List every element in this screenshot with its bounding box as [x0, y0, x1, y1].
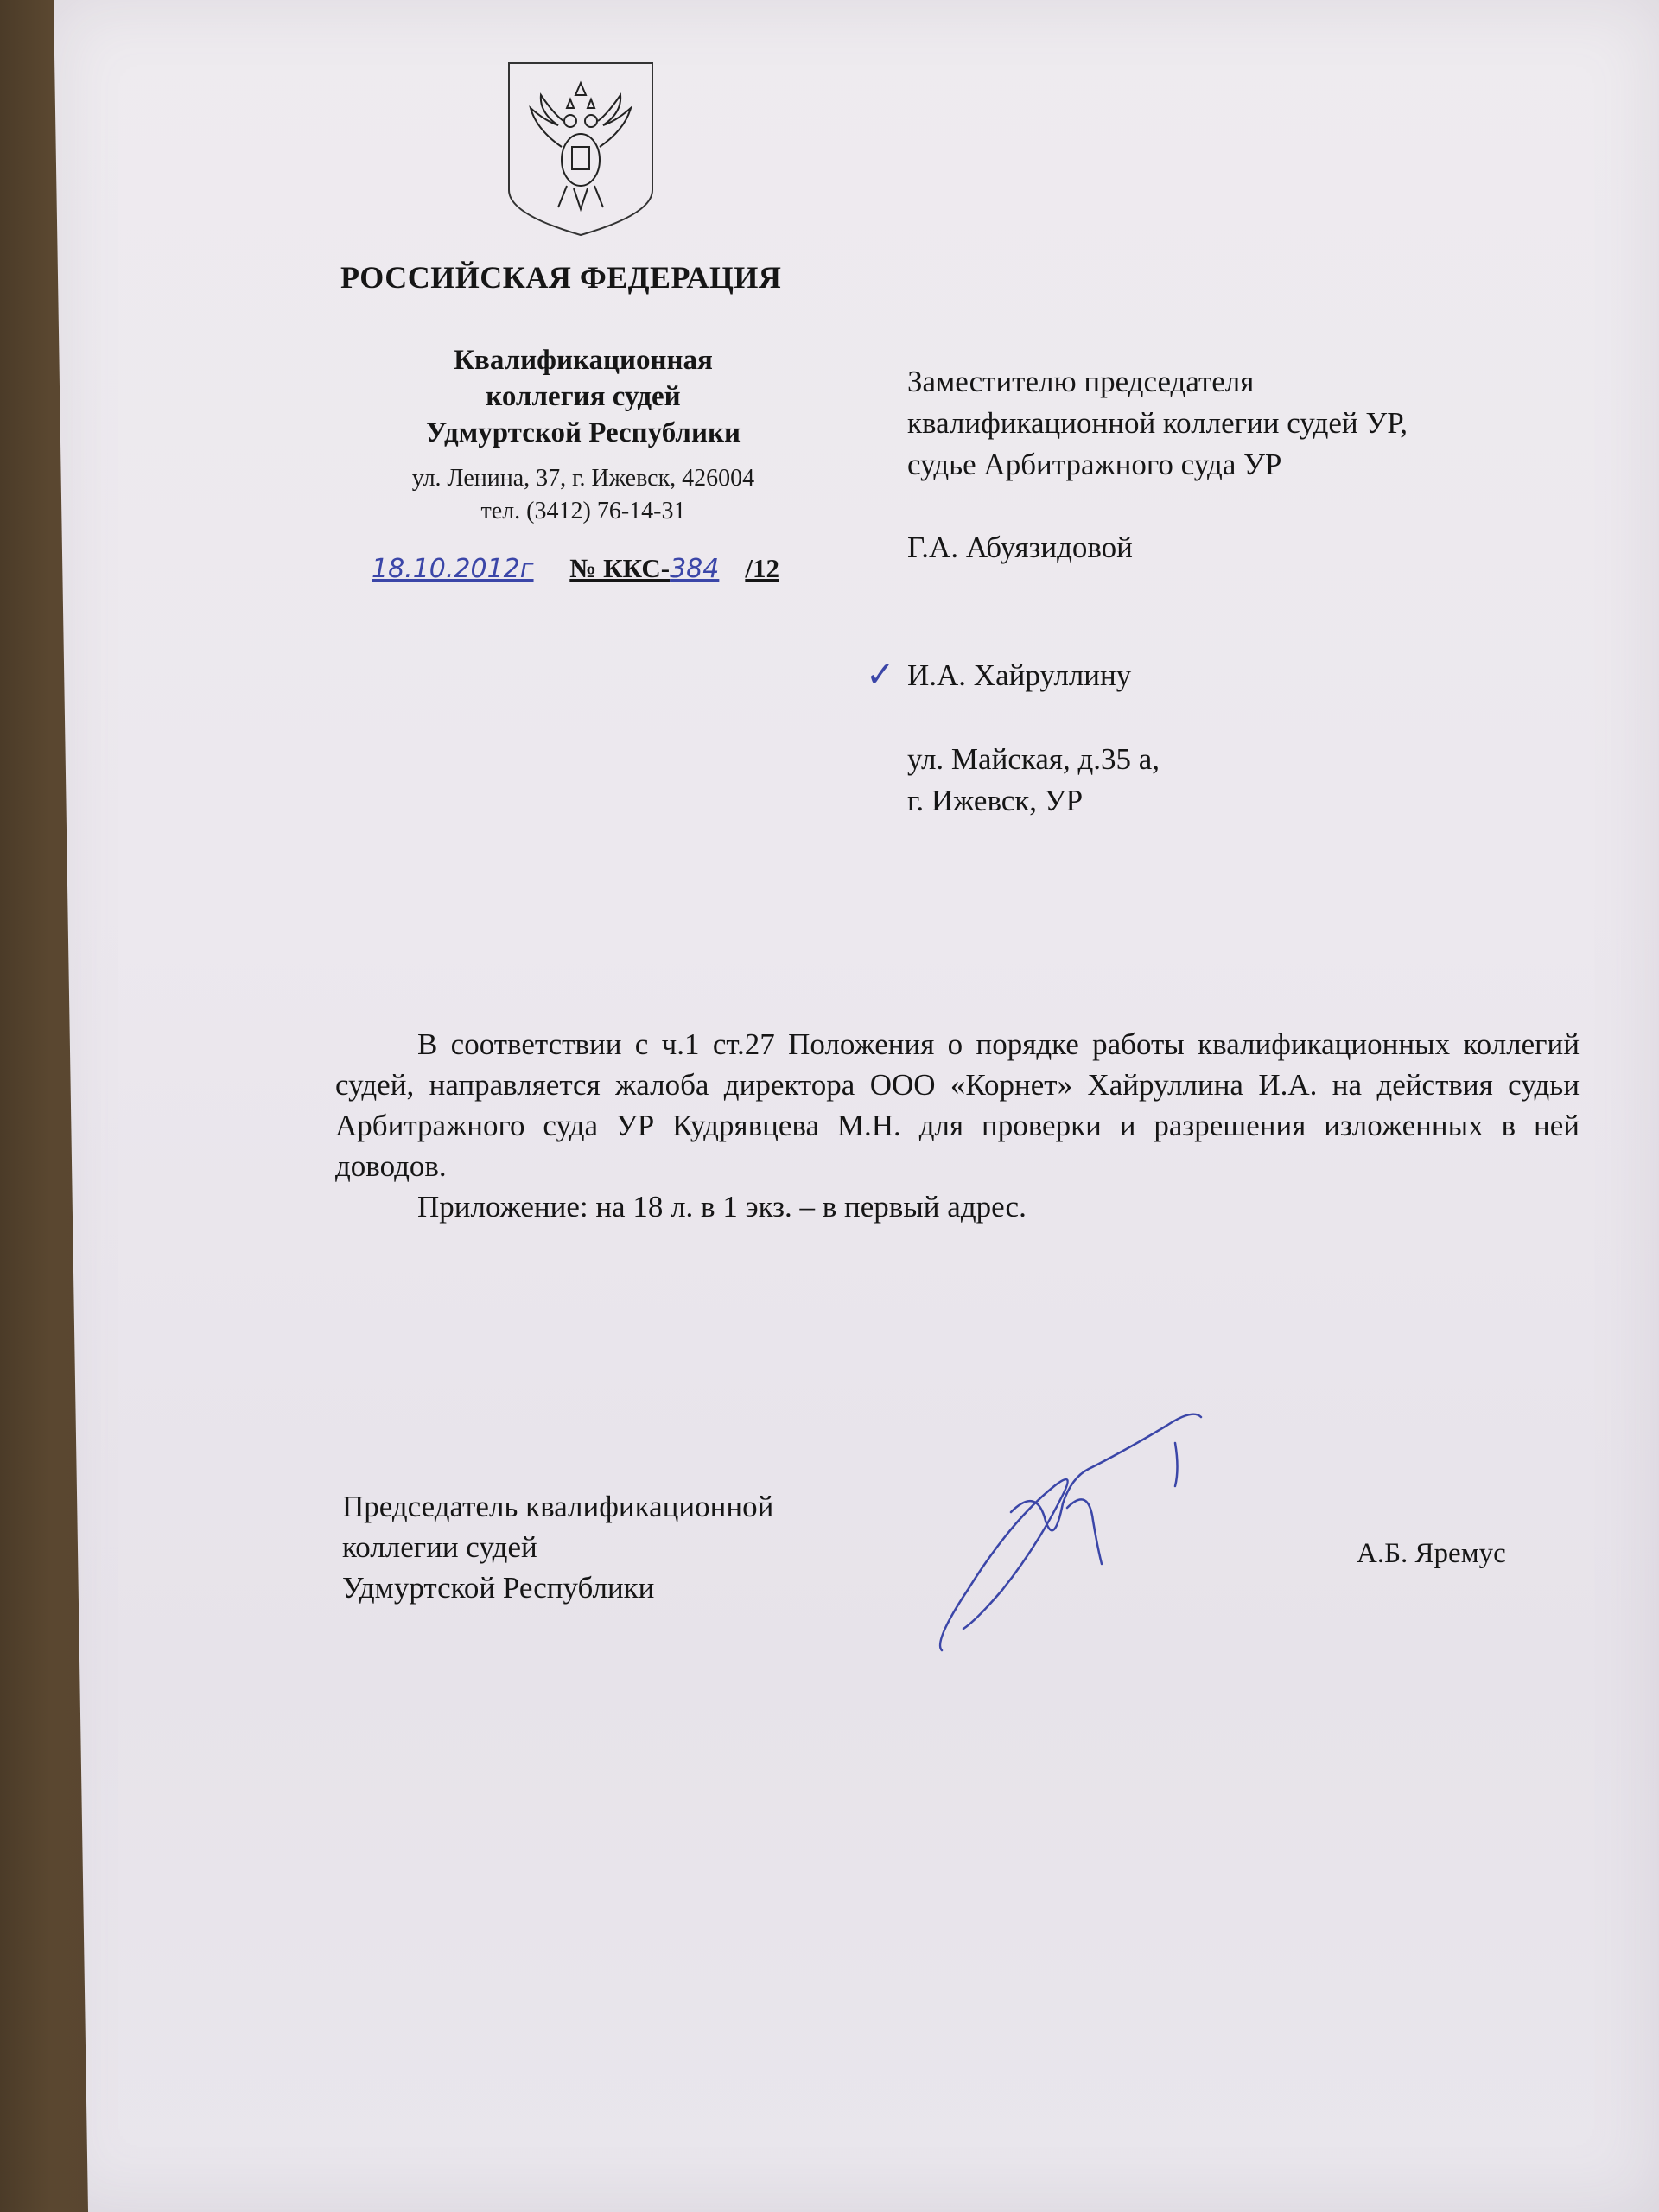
org-line-2: коллегия судей	[486, 381, 681, 412]
addressee-first	[907, 361, 1408, 486]
addressee-first-name: Г.А. Абуязидовой	[907, 531, 1133, 564]
body-paragraph: В соответствии с ч.1 ст.27 Положения о порядке работы квалификационных коллегий судей, направляется жалоба директора ООО «Корнет» Хайруллина И.А. на действия судьи Арбитражного суда УР Кудрявцева М.Н. для проверки и разрешения изложенных в ней доводов.	[335, 1027, 1580, 1183]
addressee-second-name: И.А. Хайруллину	[907, 658, 1132, 692]
organization-contacts	[328, 462, 838, 528]
letter-body	[335, 1024, 1580, 1227]
attachment-line: Приложение: на 18 л. в 1 экз. – в первый адрес.	[417, 1190, 1027, 1224]
coat-of-arms-icon	[506, 60, 655, 238]
check-mark-icon: ✓	[866, 655, 895, 695]
reg-number-label: № ККС-	[569, 553, 671, 583]
org-line-1: Квалификационная	[454, 345, 713, 376]
country-title: РОССИЙСКАЯ ФЕДЕРАЦИЯ	[340, 260, 782, 295]
addressee-line-2: квалификационной коллегии судей УР,	[907, 406, 1408, 440]
organization-name	[328, 342, 838, 451]
addressee-line-3: судье Арбитражного суда УР	[907, 448, 1282, 481]
addressee-second-address	[907, 739, 1160, 822]
signatory-line-3: Удмуртской Республики	[342, 1571, 655, 1605]
org-line-3: Удмуртской Республики	[426, 417, 741, 448]
signatory-name: А.Б. Яремус	[1357, 1538, 1506, 1569]
reg-number-suffix: /12	[745, 553, 779, 583]
registration-line	[372, 553, 779, 584]
org-address: ул. Ленина, 37, г. Ижевск, 426004	[411, 465, 755, 492]
addressee-line-1: Заместителю председателя	[907, 365, 1255, 398]
handwritten-signature	[916, 1400, 1227, 1659]
signatory-title	[342, 1486, 773, 1608]
org-phone: тел. (3412) 76-14-31	[480, 498, 686, 524]
signatory-line-1: Председатель квалификационной	[342, 1490, 774, 1523]
signatory-line-2: коллегии судей	[342, 1530, 537, 1564]
handwritten-date: 18.10.2012г	[372, 554, 534, 584]
address-line-1: ул. Майская, д.35 а,	[907, 742, 1160, 776]
handwritten-number: 384	[670, 554, 720, 584]
address-line-2: г. Ижевск, УР	[907, 784, 1084, 817]
